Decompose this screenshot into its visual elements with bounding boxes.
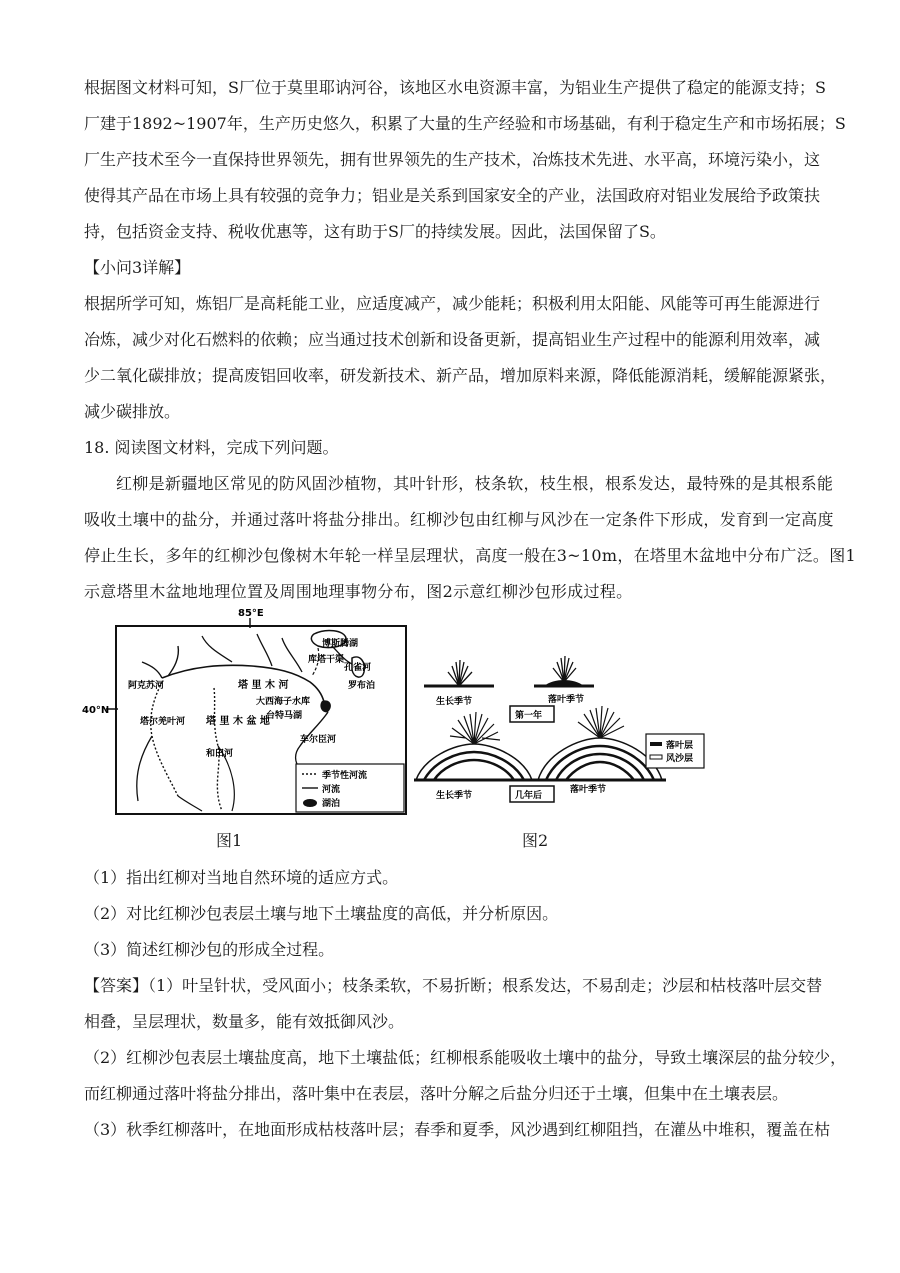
aksu-tributary: [168, 646, 178, 676]
answer-line: 相叠，呈层理状，数量多，能有效抵御风沙。: [84, 1012, 405, 1031]
legend-leaf-symbol: [650, 742, 662, 746]
map-label: 大西海子水库: [256, 697, 311, 707]
figure-2-caption: 图2: [522, 831, 549, 850]
text-line: 厂建于1892~1907年，生产历史悠久，积累了大量的生产经验和市场基础，有利于稳定生产和市场拓展；S: [84, 114, 846, 133]
question-title: 18. 阅读图文材料，完成下列问题。: [84, 438, 339, 457]
material-line: 吸收土壤中的盐分，并通过落叶将盐分排出。红柳沙包由红柳与风沙在一定条件下形成，发育到一定高度: [84, 510, 834, 529]
material-line: 示意塔里木盆地地理位置及周围地理事物分布，图2示意红柳沙包形成过程。: [84, 582, 633, 601]
shrub-large-bare: [578, 706, 624, 738]
map-label: 罗布泊: [348, 681, 376, 691]
text-line: 减少碳排放。: [84, 402, 181, 421]
north-tributary: [282, 638, 302, 672]
legend-lake-symbol: [303, 799, 317, 807]
shrub-small-bare: [553, 656, 576, 682]
map-label: 阿克苏河: [128, 681, 165, 691]
answer-line: （3）秋季红柳落叶，在地面形成枯枝落叶层；春季和夏季，风沙遇到红柳阻挡，在灌丛中堆积，覆盖在枯: [84, 1120, 831, 1139]
yarkand-upper: [137, 736, 152, 801]
legend-sand-symbol: [650, 755, 662, 759]
map-label: 塔 里 木 盆 地: [206, 716, 270, 727]
aksu-river: [142, 662, 162, 678]
figure-1-map: [82, 606, 412, 821]
text-line: 使得其产品在市场上具有较强的竞争力；铝业是关系到国家安全的产业，法国政府对铝业发展给予政策扶: [84, 186, 821, 205]
north-tributary: [257, 634, 272, 666]
taitema-lake: [320, 700, 330, 712]
label-falling-1: 落叶季节: [548, 695, 585, 705]
figure-2-diagram: [414, 640, 710, 810]
text-line: 少二氧化碳排放；提高废铝回收率，研发新技术、新产品，增加原料来源，降低能源消耗，缓解能源紧张，: [84, 366, 837, 385]
legend-sand-layer: 风沙层: [666, 754, 694, 764]
legend-river: 河流: [322, 785, 341, 795]
question-item: （3）简述红柳沙包的形成全过程。: [84, 940, 335, 959]
map-label: 车尔臣河: [300, 735, 337, 745]
text-line: 根据图文材料可知，S厂位于莫里耶讷河谷，该地区水电资源丰富，为铝业生产提供了稳定的能源支持；S: [84, 78, 826, 97]
label-growing-1: 生长季节: [436, 697, 473, 707]
question-item: （1）指出红柳对当地自然环境的适应方式。: [84, 868, 399, 887]
latitude-label: 40°N: [82, 705, 110, 716]
answer-line: 【答案】（1）叶呈针状，受风面小；枝条柔软，不易折断；根系发达，不易刮走；沙层和枯枝落叶层交替: [84, 976, 823, 995]
text-line: 根据所学可知，炼铝厂是高耗能工业，应适度减产，减少能耗；积极利用太阳能、风能等可再生能源进行: [84, 294, 821, 313]
text-line: 冶炼，减少对化石燃料的依赖；应当通过技术创新和设备更新，提高铝业生产过程中的能源利用效率，减: [84, 330, 821, 349]
material-line: 停止生长，多年的红柳沙包像树木年轮一样呈层理状，高度一般在3~10m，在塔里木盆地中分布广泛。图1: [84, 546, 856, 565]
yarkand-river: [151, 682, 178, 796]
map-label: 博斯腾湖: [322, 639, 359, 649]
label-growing-2: 生长季节: [436, 791, 473, 801]
material-line: 红柳是新疆地区常见的防风固沙植物，其叶针形，枝条软，枝生根，根系发达，最特殊的是其根系能: [116, 474, 834, 493]
map-label: 和田河: [206, 749, 234, 759]
map-label: 塔尔羌叶河: [140, 717, 186, 727]
map-label: 塔 里 木 河: [238, 680, 289, 691]
mound-falling: [538, 738, 662, 780]
label-first-year: 第一年: [515, 711, 543, 721]
map-label: 台特马湖: [266, 711, 303, 721]
label-years-later: 几年后: [515, 791, 543, 801]
map-label: 库塔干渠: [308, 655, 345, 665]
yarkand-source: [178, 796, 202, 811]
answer-line: 而红柳通过落叶将盐分排出，落叶集中在表层，落叶分解之后盐分归还于土壤，但集中在土壤表层。: [84, 1084, 789, 1103]
text-line: 厂生产技术至今一直保持世界领先，拥有世界领先的生产技术，冶炼技术先进、水平高，环境污染小，这: [84, 150, 821, 169]
answer-line: （2）红柳沙包表层土壤盐度高，地下土壤盐低；红柳根系能吸收土壤中的盐分，导致土壤深层的盐分较少，: [84, 1048, 847, 1067]
north-tributary: [202, 636, 232, 662]
legend-seasonal: 季节性河流: [322, 771, 368, 781]
map-label: 孔雀河: [344, 663, 372, 673]
tarim-basin-map: [82, 606, 412, 821]
legend-leaf-layer: 落叶层: [666, 741, 694, 751]
section-heading: 【小问3详解】: [84, 258, 191, 277]
label-falling-2: 落叶季节: [570, 785, 607, 795]
legend-lake: 湖泊: [322, 799, 341, 809]
longitude-label: 85°E: [238, 608, 264, 619]
shrub-small: [448, 660, 472, 686]
text-line: 持，包括资金支持、税收优惠等，这有助于S厂的持续发展。因此，法国保留了S。: [84, 222, 666, 241]
shrub-large: [450, 712, 500, 744]
figure-1-caption: 图1: [216, 831, 243, 850]
question-item: （2）对比红柳沙包表层土壤与地下土壤盐度的高低，并分析原因。: [84, 904, 559, 923]
sand-mound-diagram: [414, 640, 710, 810]
mound-growing: [416, 744, 532, 780]
